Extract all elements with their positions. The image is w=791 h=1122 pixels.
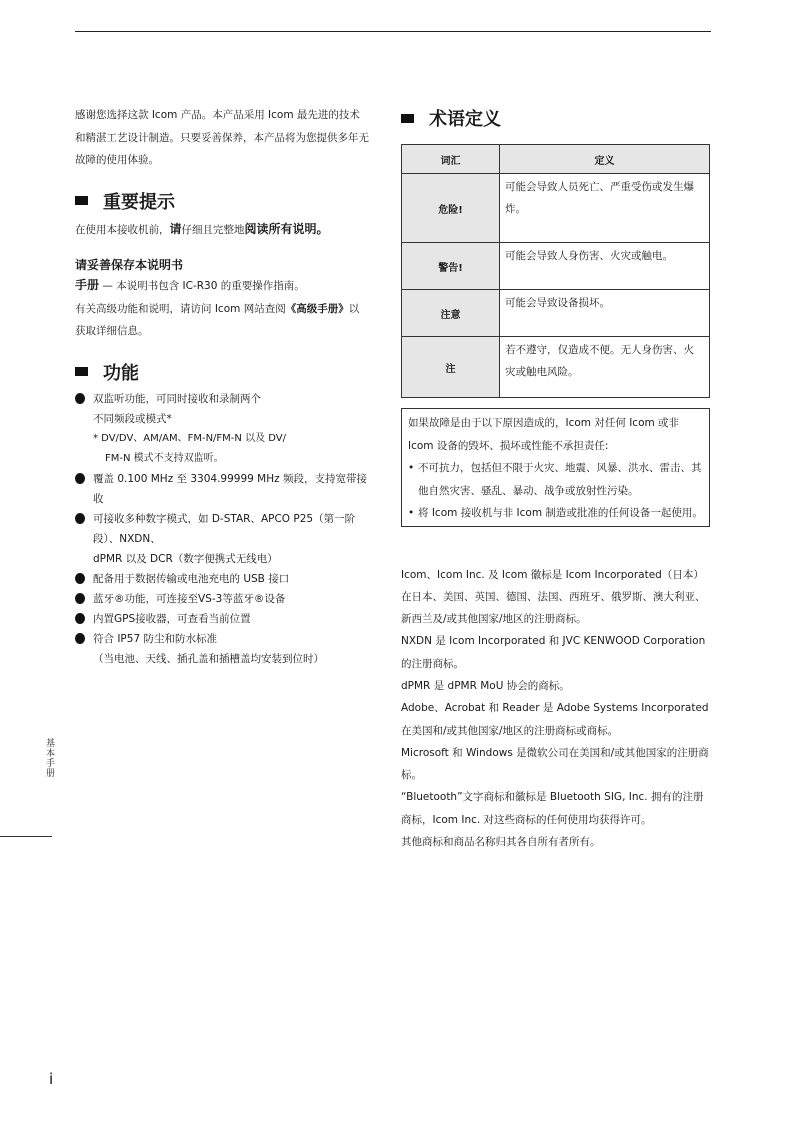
definition-cell: 可能会导致人身伤害、火灾或触电。 bbox=[500, 243, 710, 290]
definition-cell: 若不遵守，仅造成不便。无人身伤害、火灾或触电风险。 bbox=[500, 337, 710, 398]
read-mid: 仔细且完整地 bbox=[181, 223, 245, 236]
features-heading bbox=[75, 359, 369, 385]
left-column bbox=[75, 104, 369, 669]
column-header-term: 词汇 bbox=[402, 145, 500, 174]
disclaimer-text: 如果故障是由于以下原因造成的，Icom 对任何 Icom 或非 Icom 设备的毁坏、损坏或性能不承担责任: bbox=[408, 417, 680, 452]
definition-cell: 可能会导致设备损坏。 bbox=[500, 290, 710, 337]
bullet-dot-icon bbox=[75, 593, 85, 604]
side-tab-label: 基本手册 bbox=[44, 738, 54, 778]
terms-table bbox=[401, 144, 710, 398]
bullet-dot-icon bbox=[75, 573, 85, 584]
feature-item bbox=[75, 389, 369, 469]
important-heading bbox=[75, 188, 369, 214]
intro-paragraph: 感谢您选择这款 Icom 产品。本产品采用 Icom 最先进的技术和精湛工艺设计制造。只要妥善保养，本产品将为您提供多年无故障的使用体验。 bbox=[75, 109, 369, 166]
feature-item bbox=[75, 509, 369, 569]
bullet-dot-icon bbox=[75, 613, 85, 624]
trademark-line: NXDN 是 Icom Incorporated 和 JVC KENWOOD Corporation 的注册商标。 bbox=[401, 635, 706, 670]
feature-text: 可接收多种数字模式，如 D-STAR、APCO P25（第一阶段）、NXDN、 bbox=[93, 512, 356, 545]
read-instructions-line bbox=[75, 218, 369, 242]
trademark-line: Microsoft 和 Windows 是微软公司在美国和/或其他国家的注册商标。 bbox=[401, 746, 709, 782]
feature-text: 符合 IP57 防尘和防水标准 bbox=[93, 632, 217, 645]
keep-manual-title: 请妥善保存本说明书 bbox=[75, 258, 184, 272]
feature-text: dPMR 以及 DCR（数字便携式无线电） bbox=[93, 552, 278, 565]
important-heading-text: 重要提示 bbox=[103, 191, 175, 213]
advanced-manual-line bbox=[75, 298, 369, 343]
manual-line bbox=[75, 274, 369, 298]
page-number: i bbox=[49, 1070, 54, 1088]
side-rule bbox=[0, 836, 52, 837]
table-row bbox=[402, 174, 710, 243]
feature-note: FM-N 模式不支持双监听。 bbox=[105, 452, 224, 464]
trademark-line: Icom、Icom Inc. 及 Icom 徽标是 Icom Incorporated（日本）在日本、美国、英国、德国、法国、西班牙、俄罗斯、澳大利亚、新西兰及/或其他国家/地区的注册商标。 bbox=[401, 568, 706, 626]
feature-item bbox=[75, 609, 369, 629]
feature-item bbox=[75, 589, 369, 609]
bullet-dot-icon bbox=[75, 393, 85, 404]
feature-text: 双监听功能，可同时接收和录制两个 bbox=[93, 392, 261, 405]
bullet-dot-icon bbox=[75, 633, 85, 644]
table-header-row bbox=[402, 145, 710, 174]
disclaimer-item: • 将 Icom 接收机与非 Icom 制造或批准的任何设备一起使用。 bbox=[408, 502, 703, 525]
trademark-line: 其他商标和商品名称归其各自所有者所有。 bbox=[401, 836, 601, 849]
heading-square-icon bbox=[75, 367, 88, 376]
feature-text: 不同频段或模式* bbox=[93, 412, 172, 425]
heading-square-icon bbox=[75, 196, 88, 205]
disclaimer-item: • 不可抗力，包括但不限于火灾、地震、风暴、洪水、雷击、其他自然灾害、骚乱、暴动、战争或放射性污染。 bbox=[408, 457, 703, 502]
disclaimer-list bbox=[408, 457, 703, 525]
read-prefix: 在使用本接收机前， bbox=[75, 223, 170, 236]
feature-item bbox=[75, 629, 369, 669]
terms-heading bbox=[401, 105, 710, 131]
column-header-definition: 定义 bbox=[500, 145, 710, 174]
bullet-dot-icon bbox=[75, 513, 85, 524]
trademark-notices bbox=[401, 564, 710, 854]
bullet-dot-icon bbox=[75, 473, 85, 484]
feature-text: （当电池、天线、插孔盖和插槽盖均安装到位时） bbox=[93, 652, 324, 665]
right-column bbox=[401, 104, 710, 853]
table-row bbox=[402, 290, 710, 337]
term-cell: 注 bbox=[402, 337, 500, 398]
advanced-text: 有关高级功能和说明，请访问 Icom 网站查阅 bbox=[75, 302, 286, 315]
features-list bbox=[75, 389, 369, 669]
feature-item bbox=[75, 569, 369, 589]
heading-square-icon bbox=[401, 114, 414, 123]
advanced-end: 以获取详细信息。 bbox=[75, 302, 360, 337]
trademark-line: “Bluetooth”文字商标和徽标是 Bluetooth SIG, Inc. 拥有的注册商标，Icom Inc. 对这些商标的任何使用均获得许可。 bbox=[401, 791, 704, 826]
read-bold-2: 阅读所有说明。 bbox=[244, 221, 329, 236]
trademark-line: Adobe、Acrobat 和 Reader 是 Adobe Systems Incorporated 在美国和/或其他国家/地区的注册商标或商标。 bbox=[401, 702, 709, 737]
read-bold-1: 请 bbox=[169, 221, 182, 236]
table-row bbox=[402, 337, 710, 398]
feature-text: 内置GPS接收器，可查看当前位置 bbox=[93, 612, 251, 625]
table-row bbox=[402, 243, 710, 290]
feature-item bbox=[75, 469, 369, 509]
advanced-manual-title: 《高级手册》 bbox=[285, 302, 349, 315]
feature-text: 蓝牙®功能，可连接至VS-3等蓝牙®设备 bbox=[93, 592, 286, 605]
header-rule bbox=[75, 31, 711, 32]
term-cell: 警告! bbox=[402, 243, 500, 290]
manual-label: 手册 bbox=[75, 278, 100, 292]
term-cell: 注意 bbox=[402, 290, 500, 337]
terms-heading-text: 术语定义 bbox=[429, 109, 501, 130]
feature-text: 配备用于数据传输或电池充电的 USB 接口 bbox=[93, 572, 290, 585]
disclaimer-box bbox=[401, 408, 710, 527]
term-cell: 危险! bbox=[402, 174, 500, 243]
features-heading-text: 功能 bbox=[103, 362, 139, 384]
manual-text: — 本说明书包含 IC-R30 的重要操作指南。 bbox=[99, 280, 305, 292]
feature-text: 覆盖 0.100 MHz 至 3304.99999 MHz 频段，支持宽带接收 bbox=[93, 472, 367, 505]
feature-note: * DV/DV、AM/AM、FM-N/FM-N 以及 DV/ bbox=[93, 432, 286, 444]
definition-cell: 可能会导致人员死亡、严重受伤或发生爆炸。 bbox=[500, 174, 710, 243]
trademark-line: dPMR 是 dPMR MoU 协会的商标。 bbox=[401, 679, 570, 692]
